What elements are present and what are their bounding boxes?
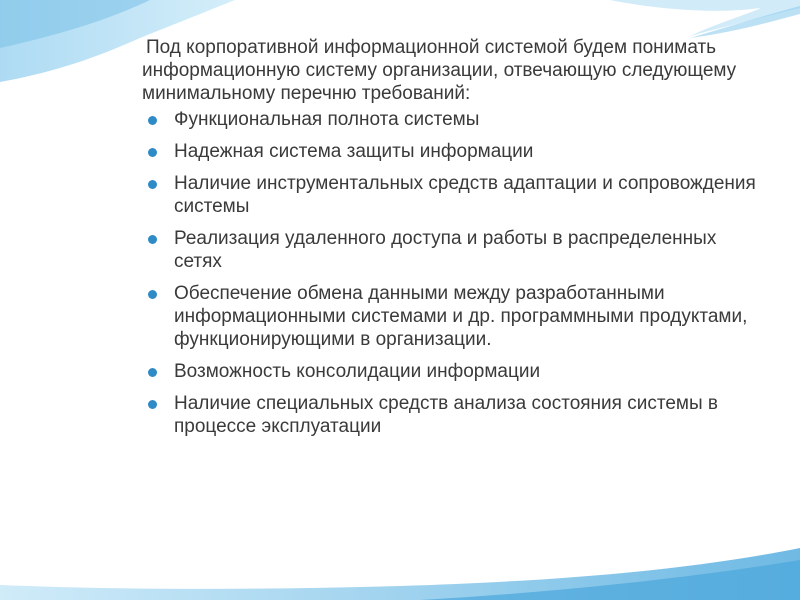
list-item xyxy=(142,392,762,438)
list-item-text: Возможность консолидации информации xyxy=(174,361,541,382)
list-item xyxy=(142,227,762,273)
intro-paragraph: Под корпоративной информационной системой будем понимать информационную систему организации, отвечающую следующему минимальному перечню требований: xyxy=(142,37,737,104)
bullet-icon xyxy=(148,235,157,244)
list-item-text: Наличие специальных средств анализа состояния системы в процессе эксплуатации xyxy=(174,393,718,437)
list-item xyxy=(142,108,762,131)
bullet-icon xyxy=(148,368,157,377)
list-item xyxy=(142,172,762,218)
bullet-icon xyxy=(148,116,157,125)
list-item xyxy=(142,360,762,383)
content-block xyxy=(142,36,762,447)
list-item-text: Реализация удаленного доступа и работы в распределенных сетях xyxy=(174,228,717,272)
list-item-text: Наличие инструментальных средств адаптации и сопровождения системы xyxy=(174,173,756,217)
top-right-streak-2 xyxy=(690,6,800,38)
bullet-icon xyxy=(148,290,157,299)
list-item xyxy=(142,140,762,163)
requirements-list xyxy=(142,108,762,438)
list-item-text: Функциональная полнота системы xyxy=(174,109,480,130)
list-item-text: Обеспечение обмена данными между разработанными информационными системами и др. программными продуктами, функционирующими в организации. xyxy=(174,283,748,350)
list-item xyxy=(142,282,762,351)
bullet-icon xyxy=(148,400,157,409)
bullet-icon xyxy=(148,180,157,189)
list-item-text: Надежная система защиты информации xyxy=(174,141,534,162)
bullet-icon xyxy=(148,148,157,157)
